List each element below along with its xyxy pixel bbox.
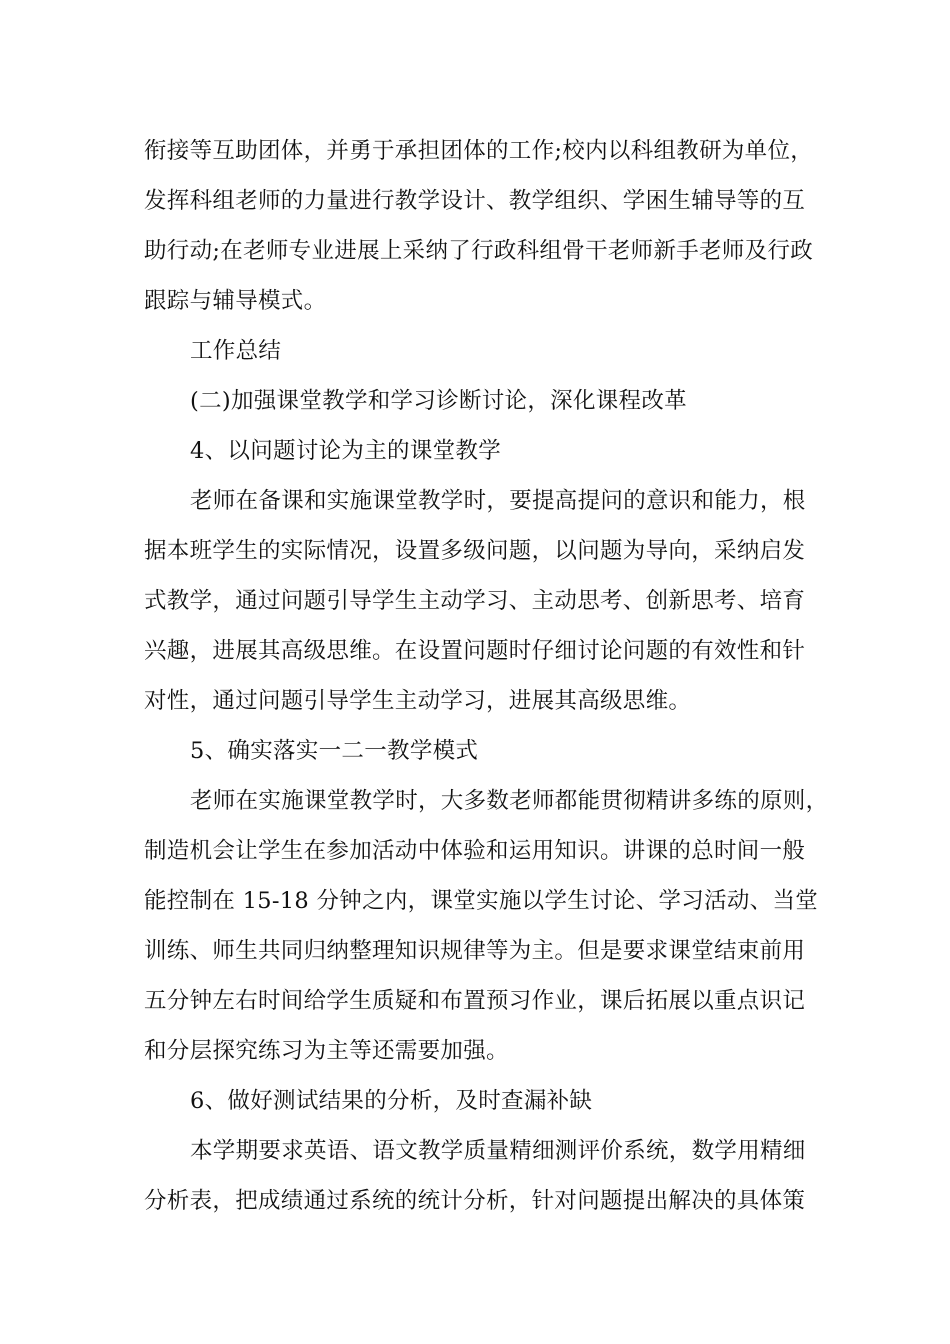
body-text-line: 五分钟左右时间给学生质疑和布置预习作业，课后拓展以重点识记 [144,988,806,1014]
body-text-line: 对性，通过问题引导学生主动学习，进展其高级思维。 [144,688,692,714]
body-text-line: 发挥科组老师的力量进行教学设计、教学组织、学困生辅导等的互 [144,188,806,214]
body-text-line: 老师在实施课堂教学时，大多数老师都能贯彻精讲多练的原则， [190,788,829,814]
body-text-line: 和分层探究练习为主等还需要加强。 [144,1038,509,1064]
section-heading: 5、确实落实一二一教学模式 [190,738,479,764]
body-text-line: 制造机会让学生在参加活动中体验和运用知识。讲课的总时间一般 [144,838,806,864]
section-heading: 6、做好测试结果的分析，及时查漏补缺 [190,1088,593,1114]
section-heading: 4、以问题讨论为主的课堂教学 [190,438,502,464]
body-text-line: 据本班学生的实际情况，设置多级问题，以问题为导向，采纳启发 [144,538,806,564]
body-text-line: 衔接等互助团体，并勇于承担团体的工作;校内以科组教研为单位， [144,138,814,164]
body-text-line: 能控制在 15-18 分钟之内，课堂实施以学生讨论、学习活动、当堂 [144,888,819,914]
section-heading: 工作总结 [190,338,282,364]
body-text-line: 训练、师生共同归纳整理知识规律等为主。但是要求课堂结束前用 [144,938,806,964]
body-text-line: 兴趣，进展其高级思维。在设置问题时仔细讨论问题的有效性和针 [144,638,806,664]
body-text-line: 跟踪与辅导模式。 [144,288,327,314]
body-text-line: 助行动;在老师专业进展上采纳了行政科组骨干老师新手老师及行政 [144,238,814,264]
body-text-line: 式教学，通过问题引导学生主动学习、主动思考、创新思考、培育 [144,588,806,614]
section-heading: (二)加强课堂教学和学习诊断讨论，深化课程改革 [190,388,687,414]
body-text-line: 本学期要求英语、语文教学质量精细测评价系统，数学用精细 [190,1138,806,1164]
body-text-line: 老师在备课和实施课堂教学时，要提高提问的意识和能力，根 [190,488,806,514]
body-text-line: 分析表，把成绩通过系统的统计分析，针对问题提出解决的具体策 [144,1188,806,1214]
